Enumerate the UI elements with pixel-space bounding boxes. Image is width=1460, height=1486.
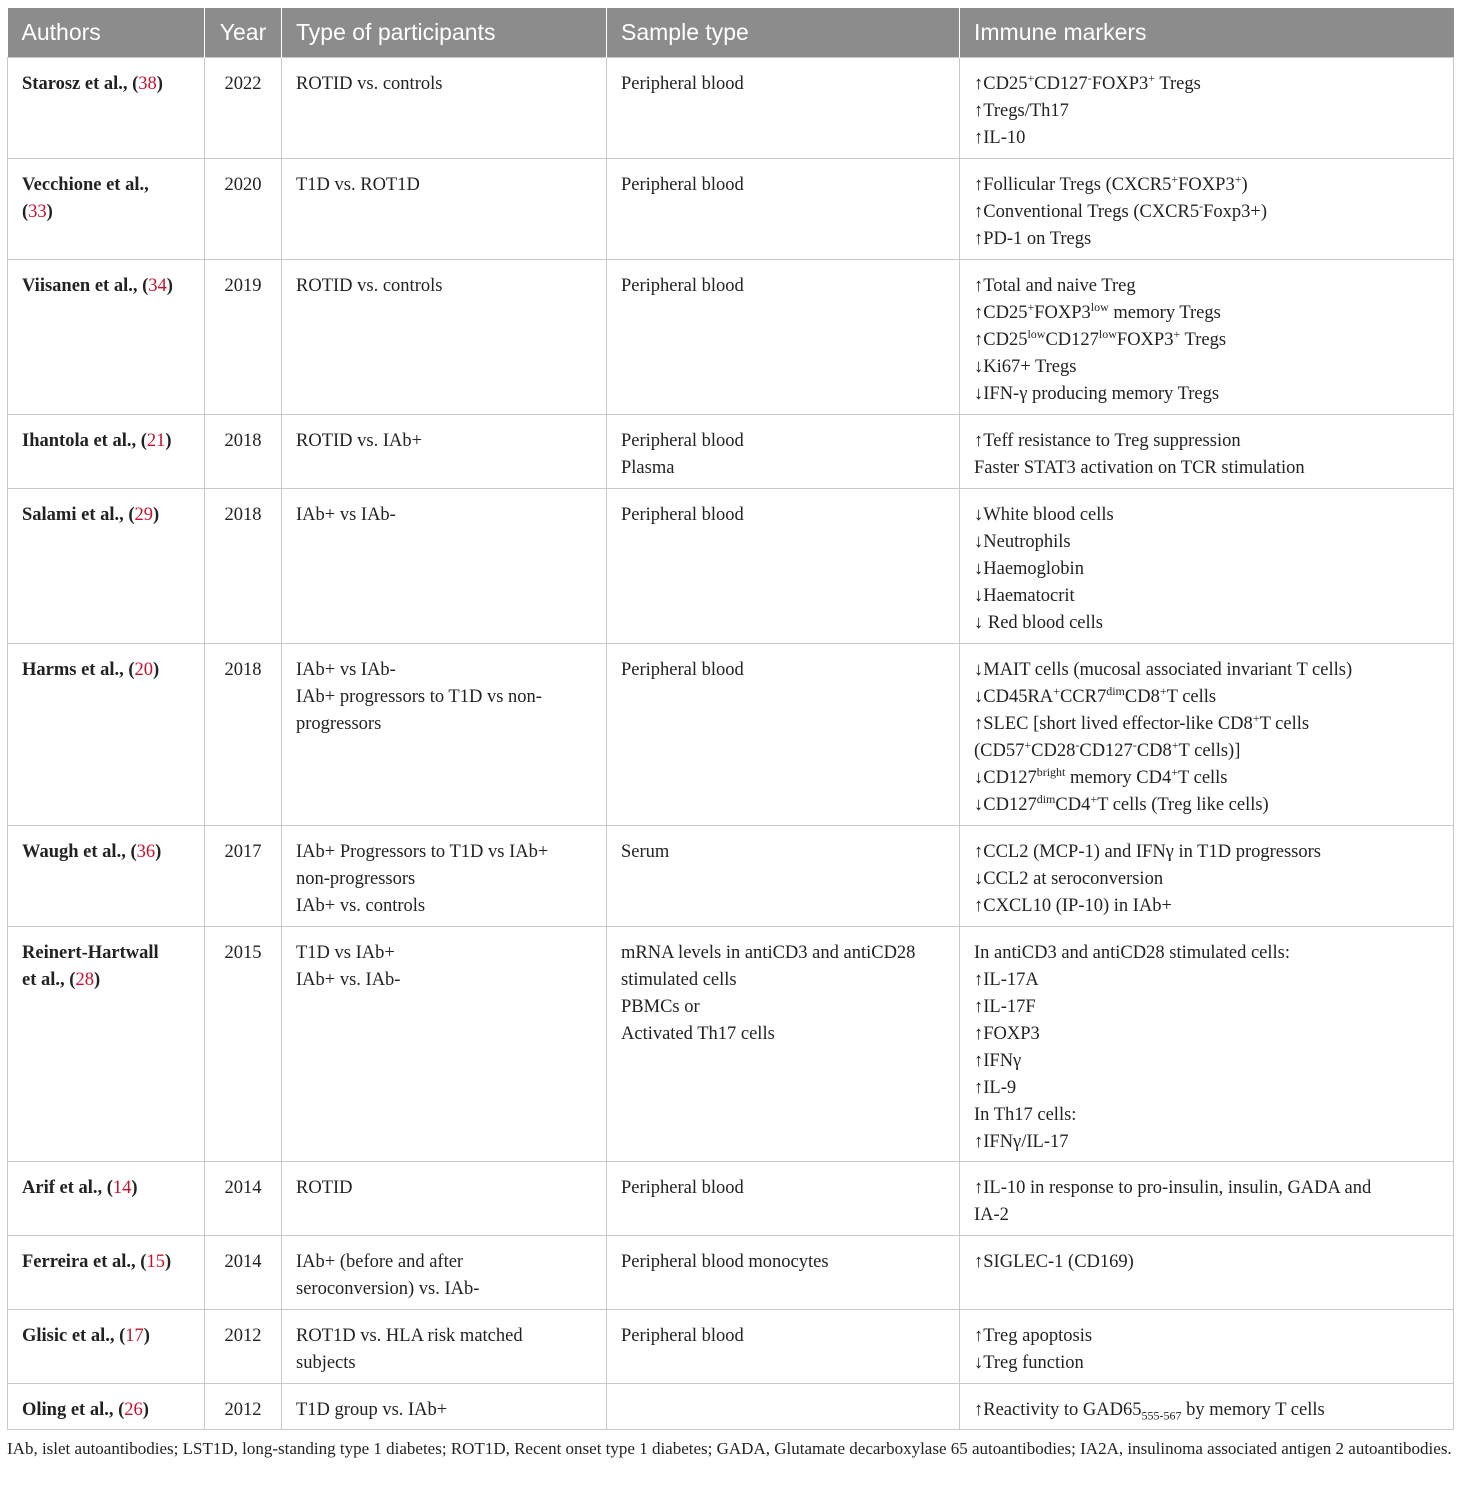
author-cell: Ihantola et al., (21) bbox=[8, 415, 205, 489]
markers-cell bbox=[960, 1162, 1454, 1236]
reference-link[interactable]: 21 bbox=[146, 431, 166, 451]
year-cell: 2017 bbox=[205, 826, 282, 927]
sample-line: Peripheral blood bbox=[621, 660, 744, 680]
reference-link[interactable]: 20 bbox=[134, 660, 154, 680]
marker-line: ↑Teff resistance to Treg suppression bbox=[974, 431, 1241, 451]
reference-link[interactable]: 26 bbox=[124, 1400, 143, 1420]
sample-line: Peripheral blood bbox=[621, 1178, 744, 1198]
author-cell: Viisanen et al., (34) bbox=[8, 260, 205, 415]
year-cell: 2012 bbox=[205, 1384, 282, 1430]
author-name: Viisanen et al., ( bbox=[22, 276, 149, 296]
sample-line: stimulated cells bbox=[621, 970, 737, 990]
author-name: Oling et al., ( bbox=[22, 1400, 125, 1420]
author-cell: Vecchione et al., (33) bbox=[8, 159, 205, 260]
table-container bbox=[7, 8, 1453, 1461]
year-cell: 2014 bbox=[205, 1236, 282, 1310]
author-name: Arif et al., ( bbox=[22, 1178, 113, 1198]
marker-line: ↑IL-17F bbox=[974, 997, 1036, 1017]
sample-cell bbox=[607, 159, 960, 260]
sample-line: mRNA levels in antiCD3 and antiCD28 bbox=[621, 943, 916, 963]
year-cell: 2019 bbox=[205, 260, 282, 415]
header-row bbox=[8, 8, 1454, 58]
marker-line: ↑SIGLEC-1 (CD169) bbox=[974, 1252, 1134, 1272]
participants-cell bbox=[282, 159, 607, 260]
author-cell: Starosz et al., (38) bbox=[8, 58, 205, 159]
author-cell: Waugh et al., (36) bbox=[8, 826, 205, 927]
sample-cell bbox=[607, 415, 960, 489]
year-cell: 2014 bbox=[205, 1162, 282, 1236]
sample-cell bbox=[607, 826, 960, 927]
author-name: Waugh et al., ( bbox=[22, 842, 137, 862]
author-name: Starosz et al., ( bbox=[22, 74, 139, 94]
participants-line: progressors bbox=[296, 714, 382, 734]
marker-line: ↓Ki67+ Tregs bbox=[974, 357, 1077, 377]
sample-line: PBMCs or bbox=[621, 997, 700, 1017]
markers-cell bbox=[960, 489, 1454, 644]
participants-cell bbox=[282, 260, 607, 415]
marker-line: ↑CCL2 (MCP-1) and IFNγ in T1D progressors bbox=[974, 842, 1321, 862]
table-row bbox=[8, 1310, 1454, 1384]
markers-cell bbox=[960, 1236, 1454, 1310]
participants-line: IAb+ (before and after bbox=[296, 1252, 464, 1272]
reference-link[interactable]: 15 bbox=[146, 1252, 165, 1272]
year-cell: 2018 bbox=[205, 644, 282, 826]
markers-cell bbox=[960, 159, 1454, 260]
participants-cell bbox=[282, 1162, 607, 1236]
participants-cell bbox=[282, 489, 607, 644]
participants-cell bbox=[282, 415, 607, 489]
year-cell: 2012 bbox=[205, 1310, 282, 1384]
participants-line: IAb+ progressors to T1D vs non- bbox=[296, 687, 542, 707]
marker-line: $↑CD25^{low}CD127^{low}FOXP3^+$ Tregs bbox=[974, 326, 1227, 350]
marker-line: ↑CXCL10 (IP-10) in IAb+ bbox=[974, 896, 1172, 916]
author-name: Ihantola et al., ( bbox=[22, 431, 147, 451]
participants-line: non-progressors bbox=[296, 869, 416, 889]
sample-cell bbox=[607, 1162, 960, 1236]
header-year: Year bbox=[205, 8, 282, 58]
marker-line: ↑Tregs/Th17 bbox=[974, 101, 1069, 121]
sample-line: Peripheral blood bbox=[621, 431, 744, 451]
reference-link[interactable]: 29 bbox=[134, 505, 154, 525]
marker-line: In Th17 cells: bbox=[974, 1105, 1077, 1125]
marker-line: ↓Treg function bbox=[974, 1353, 1084, 1373]
reference-link[interactable]: 36 bbox=[136, 842, 156, 862]
sample-line: Peripheral blood bbox=[621, 1326, 744, 1346]
sample-cell bbox=[607, 260, 960, 415]
header-authors: Authors bbox=[8, 8, 205, 58]
author-cell: Arif et al., (14) bbox=[8, 1162, 205, 1236]
year-cell: 2020 bbox=[205, 159, 282, 260]
marker-line: ↑Treg apoptosis bbox=[974, 1326, 1093, 1346]
table-row bbox=[8, 58, 1454, 159]
author-name: Glisic et al., ( bbox=[22, 1326, 126, 1346]
markers-cell bbox=[960, 826, 1454, 927]
table-row bbox=[8, 260, 1454, 415]
marker-line: ↑FOXP3 bbox=[974, 1024, 1040, 1044]
participants-line: T1D vs IAb+ bbox=[296, 943, 395, 963]
participants-cell bbox=[282, 1384, 607, 1430]
participants-line: ROTID vs. controls bbox=[296, 74, 443, 94]
sample-line: Peripheral blood bbox=[621, 505, 744, 525]
sample-line: Peripheral blood bbox=[621, 74, 744, 94]
author-name: Salami et al., ( bbox=[22, 505, 135, 525]
author-name: Harms et al., ( bbox=[22, 660, 135, 680]
marker-line: ↑IL-17A bbox=[974, 970, 1039, 990]
marker-line: ↓Haemoglobin bbox=[974, 559, 1084, 579]
sample-cell bbox=[607, 489, 960, 644]
table-footnote: IAb, islet autoantibodies; LST1D, long-standing type 1 diabetes; ROT1D, Recent onset type 1 diabetes; GADA, Glutamate decarboxylase 65 autoantibodies; IA2A, insulinoma associated antigen 2 autoantibodies. bbox=[7, 1439, 1452, 1458]
immune-markers-table bbox=[7, 8, 1454, 1430]
marker-line: ↓ Red blood cells bbox=[974, 613, 1103, 633]
table-row bbox=[8, 1162, 1454, 1236]
marker-line: $↑CD25^+FOXP3^{low}$ memory Tregs bbox=[974, 299, 1221, 323]
marker-line: ↑Follicular Tregs (CXCR5+FOXP3+) bbox=[974, 171, 1248, 195]
participants-line: subjects bbox=[296, 1353, 356, 1373]
participants-line: IAb+ vs IAb- bbox=[296, 660, 396, 680]
marker-line: ↑IL-10 in response to pro-insulin, insulin, GADA and bbox=[974, 1178, 1372, 1198]
marker-line: $↓CD127^{bright}$ memory CD4+T cells bbox=[974, 764, 1228, 788]
author-cell: Salami et al., (29) bbox=[8, 489, 205, 644]
participants-cell bbox=[282, 1310, 607, 1384]
author-name: Ferreira et al., ( bbox=[22, 1252, 147, 1272]
participants-line: T1D vs. ROT1D bbox=[296, 175, 420, 195]
participants-cell bbox=[282, 826, 607, 927]
table-row bbox=[8, 826, 1454, 927]
marker-line: IA-2 bbox=[974, 1205, 1009, 1225]
sample-line: Peripheral blood bbox=[621, 175, 744, 195]
marker-line: ↓Haematocrit bbox=[974, 586, 1075, 606]
markers-cell bbox=[960, 1310, 1454, 1384]
marker-line: ↑IL-9 bbox=[974, 1078, 1017, 1098]
marker-line: ↑SLEC [short lived effector-like CD8+T cells bbox=[974, 710, 1310, 734]
year-cell: 2022 bbox=[205, 58, 282, 159]
markers-cell bbox=[960, 260, 1454, 415]
markers-cell bbox=[960, 644, 1454, 826]
sample-line: Peripheral blood bbox=[621, 276, 744, 296]
marker-line: $↓CD127^{dim}CD4^+T$ cells (Treg like cells) bbox=[974, 791, 1269, 815]
marker-line: ↑CD25+CD127-FOXP3+ Tregs bbox=[974, 70, 1201, 94]
participants-line: ROTID vs. controls bbox=[296, 276, 443, 296]
table-row bbox=[8, 1236, 1454, 1310]
table-row bbox=[8, 489, 1454, 644]
participants-line: ROT1D vs. HLA risk matched bbox=[296, 1326, 523, 1346]
participants-cell bbox=[282, 58, 607, 159]
reference-link[interactable]: 38 bbox=[138, 74, 157, 94]
participants-line: IAb+ Progressors to T1D vs IAb+ bbox=[296, 842, 549, 862]
header-participants: Type of participants bbox=[282, 8, 607, 58]
sample-line: Plasma bbox=[621, 458, 675, 478]
author-cell: Reinert-Hartwall et al., (28) bbox=[8, 927, 205, 1162]
participants-cell bbox=[282, 1236, 607, 1310]
marker-line: ↓IFN-γ producing memory Tregs bbox=[974, 384, 1220, 404]
table-row bbox=[8, 927, 1454, 1162]
sample-cell bbox=[607, 644, 960, 826]
participants-line: seroconversion) vs. IAb- bbox=[296, 1279, 480, 1299]
author-cell: Oling et al., (26) bbox=[8, 1384, 205, 1430]
author-cell: Glisic et al., (17) bbox=[8, 1310, 205, 1384]
author-name: Reinert-Hartwall bbox=[22, 943, 159, 963]
sample-cell bbox=[607, 58, 960, 159]
marker-line: ↑Conventional Tregs (CXCR5-Foxp3+) bbox=[974, 198, 1267, 222]
participants-line: IAb+ vs. controls bbox=[296, 896, 426, 916]
participants-line: T1D group vs. IAb+ bbox=[296, 1400, 448, 1420]
reference-link[interactable]: 28 bbox=[75, 970, 94, 990]
sample-cell bbox=[607, 1384, 960, 1430]
participants-cell bbox=[282, 927, 607, 1162]
participants-line: IAb+ vs. IAb- bbox=[296, 970, 401, 990]
table-row bbox=[8, 1384, 1454, 1430]
year-cell: 2015 bbox=[205, 927, 282, 1162]
reference-link[interactable]: 34 bbox=[148, 276, 167, 296]
author-name: Vecchione et al., bbox=[22, 175, 149, 195]
header-markers: Immune markers bbox=[960, 8, 1454, 58]
marker-line: $↓CD45RA^+CCR7^{dim}CD8^+T$ cells bbox=[974, 683, 1217, 707]
marker-line: ↑PD-1 on Tregs bbox=[974, 229, 1092, 249]
sample-line: Activated Th17 cells bbox=[621, 1024, 775, 1044]
reference-link[interactable]: 33 bbox=[28, 202, 47, 222]
participants-line: IAb+ vs IAb- bbox=[296, 505, 396, 525]
table-row bbox=[8, 644, 1454, 826]
year-cell: 2018 bbox=[205, 489, 282, 644]
participants-line: ROTID vs. IAb+ bbox=[296, 431, 423, 451]
header-sample: Sample type bbox=[607, 8, 960, 58]
markers-cell bbox=[960, 58, 1454, 159]
table-row bbox=[8, 159, 1454, 260]
sample-line: Peripheral blood monocytes bbox=[621, 1252, 829, 1272]
marker-line: (CD57+CD28-CD127-CD8+T cells)] bbox=[974, 737, 1241, 761]
marker-line: ↑IFNγ/IL-17 bbox=[974, 1132, 1069, 1152]
marker-line: ↑IL-10 bbox=[974, 128, 1026, 148]
markers-cell bbox=[960, 927, 1454, 1162]
reference-link[interactable]: 17 bbox=[125, 1326, 144, 1346]
participants-line: ROTID bbox=[296, 1178, 353, 1198]
author-cell: Ferreira et al., (15) bbox=[8, 1236, 205, 1310]
marker-line: ↓Neutrophils bbox=[974, 532, 1071, 552]
table-row bbox=[8, 415, 1454, 489]
marker-line: Faster STAT3 activation on TCR stimulation bbox=[974, 458, 1305, 478]
reference-link[interactable]: 14 bbox=[112, 1178, 132, 1198]
marker-line: ↓CCL2 at seroconversion bbox=[974, 869, 1164, 889]
marker-line: ↑IFNγ bbox=[974, 1051, 1022, 1071]
sample-cell bbox=[607, 1310, 960, 1384]
sample-line: Serum bbox=[621, 842, 670, 862]
marker-line: ↓White blood cells bbox=[974, 505, 1114, 525]
marker-line: ↓MAIT cells (mucosal associated invariant T cells) bbox=[974, 660, 1353, 680]
year-cell: 2018 bbox=[205, 415, 282, 489]
marker-line: ↑Reactivity to $GAD65_{555-567}$ by memory T cells bbox=[974, 1400, 1325, 1423]
author-cell: Harms et al., (20) bbox=[8, 644, 205, 826]
markers-cell bbox=[960, 415, 1454, 489]
sample-cell bbox=[607, 1236, 960, 1310]
participants-cell bbox=[282, 644, 607, 826]
marker-line: ↑Total and naive Treg bbox=[974, 276, 1136, 296]
marker-line: In antiCD3 and antiCD28 stimulated cells: bbox=[974, 943, 1290, 963]
sample-cell bbox=[607, 927, 960, 1162]
markers-cell bbox=[960, 1384, 1454, 1430]
